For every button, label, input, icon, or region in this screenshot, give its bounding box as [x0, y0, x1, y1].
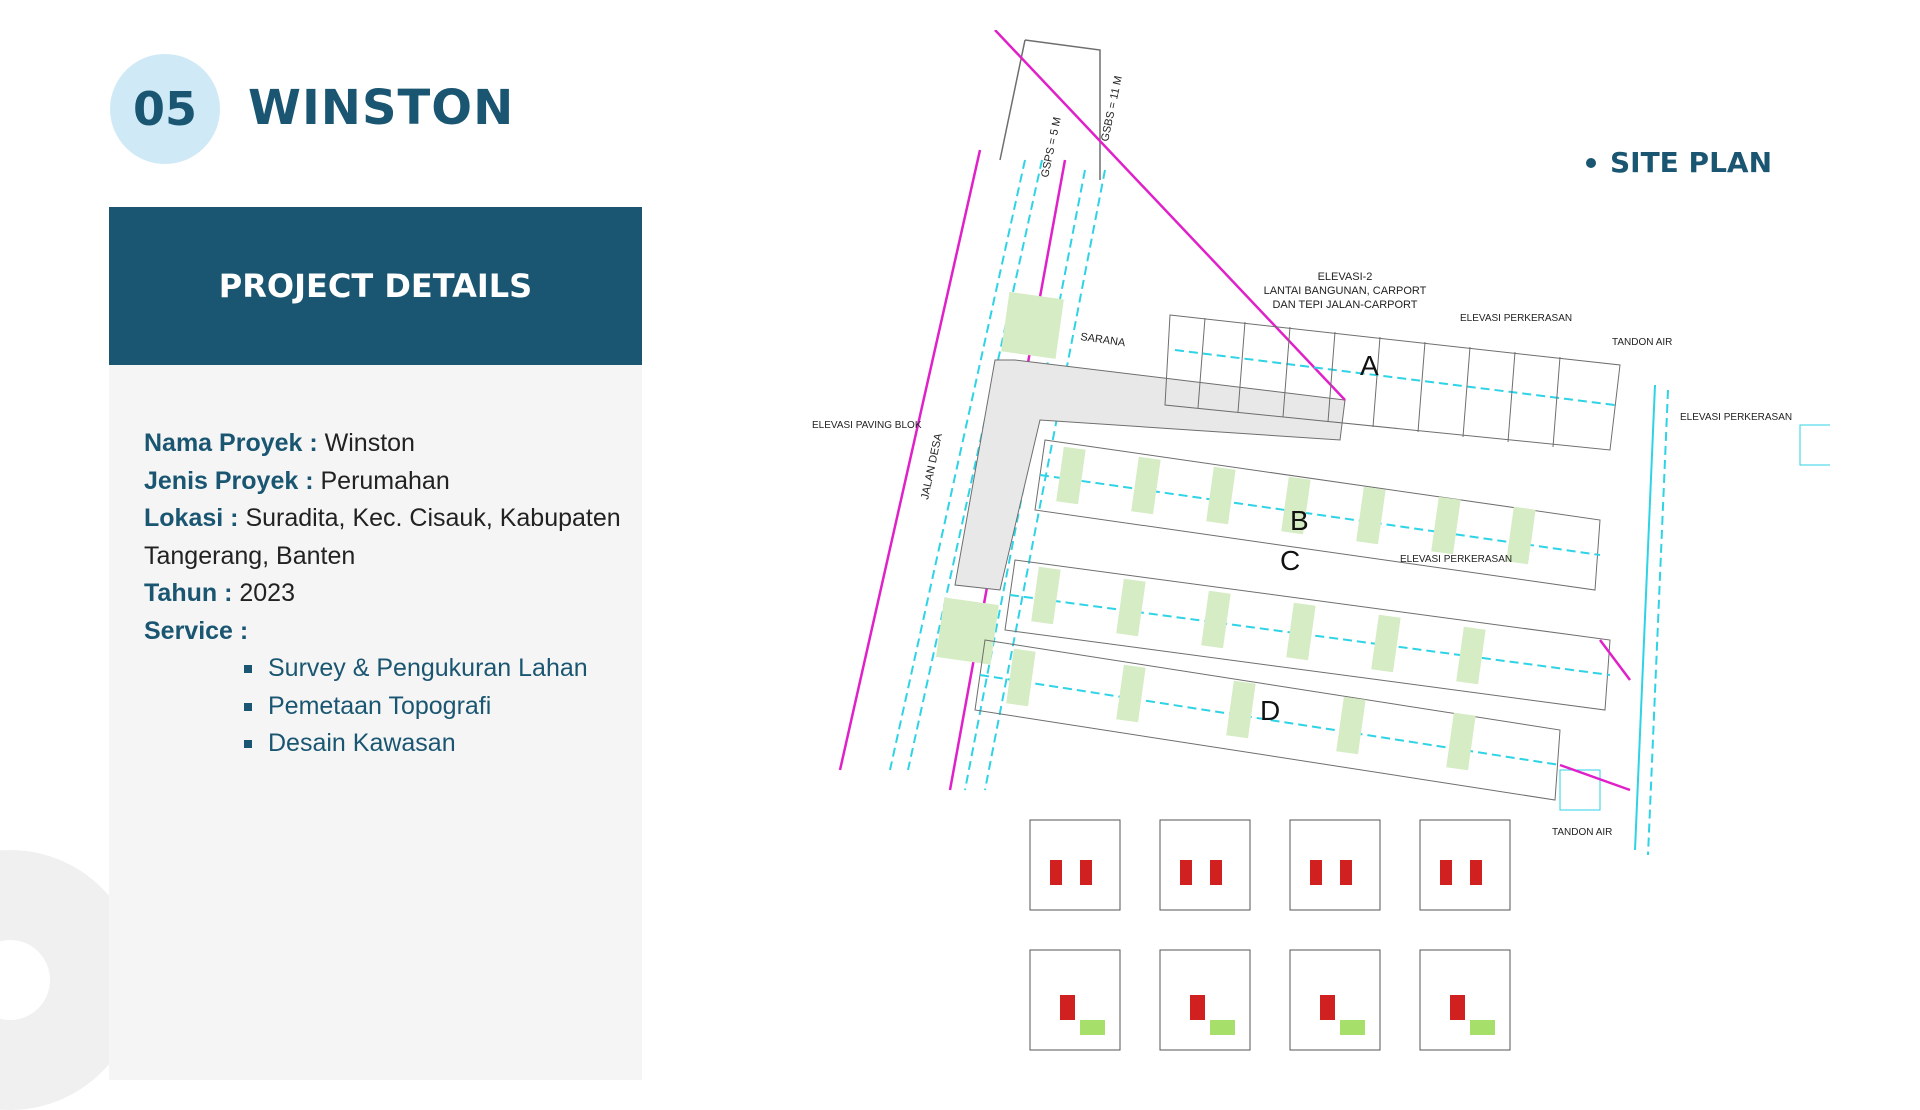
detail-value: Perumahan [320, 466, 450, 495]
details-heading: PROJECT DETAILS [218, 267, 533, 305]
project-number-badge [110, 54, 220, 164]
section-drawings [1030, 820, 1510, 1050]
service-list [144, 650, 624, 763]
detail-jenis-proyek [144, 463, 624, 501]
project-number: 05 [132, 82, 197, 136]
tandon-air-label-bottom: TANDON AIR [1552, 827, 1613, 838]
block-d-letter: D [1260, 695, 1281, 726]
service-label: Service : [144, 616, 249, 645]
elevasi2-label-3: DAN TEPI JALAN-CARPORT [1272, 299, 1418, 311]
site-plan-title: SITE PLAN [1610, 146, 1773, 179]
list-item: Desain Kawasan [244, 725, 624, 763]
project-details [144, 425, 624, 763]
elevasi-perkerasan-label-right: ELEVASI PERKERASAN [1680, 412, 1793, 423]
detail-value: Suradita, Kec. Cisauk, Kabupaten Tangerang, Banten [144, 504, 621, 570]
page-title: WINSTON [248, 80, 515, 136]
gsps-label: GSPS = 5 M [1039, 116, 1064, 179]
elevasi2-label-2: LANTAI BANGUNAN, CARPORT [1263, 285, 1427, 297]
detail-label: Jenis Proyek : [144, 466, 314, 495]
block-b [1035, 440, 1600, 590]
sarana-label: SARANA [1079, 331, 1127, 350]
block-c [1005, 560, 1630, 710]
elevasi-paving-label: ELEVASI PAVING BLOK [812, 420, 922, 431]
elevasi-perkerasan-label-top: ELEVASI PERKERASAN [1460, 313, 1573, 324]
block-c-letter: C [1280, 545, 1301, 576]
block-b-letter: B [1290, 505, 1309, 536]
site-plan-drawing [800, 30, 1830, 1080]
detail-tahun [144, 575, 624, 613]
gsbs-label: GSBS = 11 M [1099, 74, 1125, 143]
elevasi2-label-1: ELEVASI-2 [1317, 271, 1373, 283]
tandon-air-label-top: TANDON AIR [1612, 337, 1673, 348]
detail-label: Tahun : [144, 579, 233, 607]
detail-label: Nama Proyek : [144, 429, 318, 457]
jalan-desa-label: JALAN DESA [919, 432, 945, 501]
detail-label: Lokasi : [144, 504, 239, 532]
detail-value: Winston [324, 429, 415, 457]
list-item: Survey & Pengukuran Lahan [244, 650, 624, 688]
detail-lokasi [144, 500, 624, 575]
detail-value: 2023 [239, 579, 295, 607]
elevasi-perkerasan-label-mid: ELEVASI PERKERASAN [1400, 554, 1513, 565]
block-a-letter: A [1360, 350, 1379, 381]
list-item: Pemetaan Topografi [244, 688, 624, 726]
detail-nama-proyek [144, 425, 624, 463]
details-panel-header [109, 207, 642, 365]
